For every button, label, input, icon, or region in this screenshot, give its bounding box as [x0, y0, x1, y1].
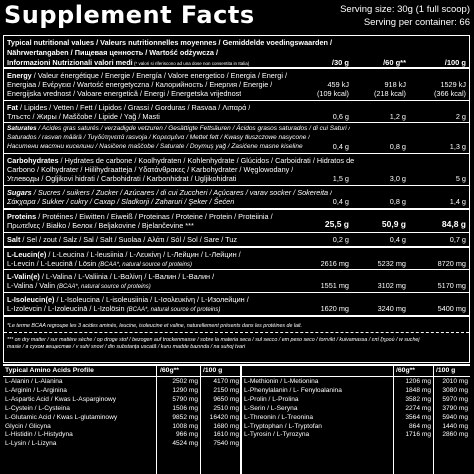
typical-values-line3: Informazioni Nutrizionali valori medi (* valori si riferiscono ad una dose non consentita in Italia): [7, 58, 250, 67]
divider: [4, 292, 469, 293]
proteins-30: 25,5 g: [324, 219, 349, 229]
amino-acid-name: L-Aspartic Acid / Kwas L-Asparginowy: [5, 395, 117, 403]
saturates-30: 0,4 g: [332, 142, 349, 151]
saturates-line2: Saturados / rasvan määrä / Τυγδύτηνειτά rasvoja / Κορεσμένα / Μettet fett / Kwasy tłuszczowe nasycone /: [7, 134, 310, 141]
col-30g: /30 g: [331, 58, 349, 67]
fat-100: 2 g: [455, 112, 466, 121]
amino-acid-name: L-Serin / L-Seryna: [244, 404, 298, 412]
amino-acid-per-60g: 9852 mg: [172, 413, 198, 421]
amino-acid-per-60g: 2502 mg: [172, 378, 198, 385]
energy-60-kcal: (218 kcal): [373, 89, 406, 98]
amino-right-col-60: /60g**: [396, 367, 415, 374]
proteins-60: 50,9 g: [381, 219, 406, 229]
divider: [240, 366, 242, 474]
amino-acid-per-60g: 1206 mg: [405, 378, 431, 385]
amino-acid-name: L-Tyrosin / L-Tyrozyna: [244, 431, 310, 439]
fat-line1: Fat / Lipides / Vetten / Fett / Lipidos / Grassi / Gorduras / Rasvaa / Λιπαρά /: [7, 103, 251, 112]
amino-left-col-100: /100 g: [203, 367, 223, 374]
leucine-100: 8720 mg: [437, 259, 466, 268]
amino-acid-per-60g: 5790 mg: [172, 395, 198, 403]
energy-100-kj: 1529 kJ: [440, 80, 466, 89]
footnote-dry-matter-2: masie / в сухом веществе / v suhi snovi / din substanța uscată / kuru madde bazında / na suhoj tvari: [7, 344, 246, 350]
amino-acid-per-100g: 9650 mg: [213, 395, 239, 403]
footnote-dry-matter-1: *** on dry matter / sur matière sèche / op droge stof / bezogen auf trockenmasse / sobre la materia seca / sul secco / em peso seco / torrvikt / kuivamassa / επί ξηρού / w suchej: [7, 337, 420, 343]
amino-acid-profile: [3, 364, 470, 474]
isoleucine-60: 3240 mg: [377, 304, 406, 313]
amino-acid-per-60g: 1008 mg: [172, 422, 198, 430]
valine-line1: L-Valin(e) / L-Valina / L-Valiinia / L-Βαλίνη / L-Валин / L-Валин /: [7, 272, 215, 281]
sugars-100: 1,4 g: [449, 197, 466, 206]
proteins-100: 84,8 g: [441, 219, 466, 229]
amino-acid-per-100g: 1680 mg: [213, 422, 239, 430]
page-title: Supplement Facts: [4, 1, 255, 29]
amino-acid-per-100g: 1440 mg: [442, 422, 468, 430]
footnote-bcaa: *Le terme BCAA regroupe les 3 acides aminés, leucine, isoleucine et valine, naturellement présents dans les protéines de lait.: [7, 323, 303, 329]
amino-acid-name: L-Threonin / L-Treonina: [244, 413, 314, 421]
salt-30: 0,2 g: [332, 235, 349, 244]
amino-acid-per-100g: 2510 mg: [213, 404, 239, 412]
amino-acid-per-60g: 1290 mg: [172, 386, 198, 394]
energy-line3: Energijska vrednost / Valoare energetică / Energi / Energetska vrijednost: [7, 89, 242, 98]
energy-100-kcal: (366 kcal): [433, 89, 466, 98]
fat-line2: Тлъстс / Жиры / Maščobe / Lipide / Yağ / Masti: [7, 112, 160, 121]
typical-values-line2: Nährwertangaben / Пищевая ценность / Wartość odżywcza /: [7, 48, 218, 57]
carbs-line1: Carbohydrates / Hydrates de carbone / Koolhydraten / Kohlenhydrate / Glúcidos / Carboidrati / Hidratos de: [7, 156, 355, 165]
amino-acid-name: L-Lysin / L-Lizyna: [5, 440, 57, 448]
divider: [4, 67, 469, 69]
amino-acid-per-100g: 3080 mg: [442, 386, 468, 394]
amino-acid-per-100g: 3790 mg: [442, 404, 468, 412]
leucine-30: 2616 mg: [320, 259, 349, 268]
divider: [4, 269, 469, 270]
amino-acid-per-60g: 3564 mg: [405, 413, 431, 421]
valine-100: 5170 mg: [437, 281, 466, 290]
servings-per-container: Serving per container: 66: [363, 17, 470, 28]
amino-acid-per-100g: 5940 mg: [442, 413, 468, 421]
typical-values-line1: Typical nutritional values / Valeurs nutritionnelles moyennes / Gemiddelde voedingswaarden /: [7, 38, 333, 47]
saturates-100: 1,3 g: [449, 142, 466, 151]
amino-acid-per-100g: 2010 mg: [442, 378, 468, 385]
amino-acid-name: Glycin / Glicyna: [5, 422, 51, 430]
divider: [4, 232, 469, 233]
isoleucine-line1: L-Isoleucin(e) / L-Isoleucina / L-isoleusiinia / L-Ισολευκίνη / L-Изолейцин /: [7, 295, 249, 304]
isoleucine-line2: L-Izolevcin / L-Izoleucinā / L-Izolösin (BCAA*, natural source of proteins): [7, 304, 221, 313]
proteins-line1: Proteins / Protéines / Eiwitten / Eiweiß / Proteinas / Proteine / Protein / Proteiinia /: [7, 212, 273, 221]
energy-30-kcal: (109 kcal): [316, 89, 349, 98]
fat-30: 0,6 g: [332, 112, 349, 121]
carbs-100: 5 g: [455, 174, 466, 183]
amino-acid-name: L-Prolin / L-Prolina: [244, 395, 299, 403]
amino-acid-per-60g: 864 mg: [409, 422, 431, 430]
amino-acid-per-100g: 1610 mg: [213, 431, 239, 439]
valine-60: 3102 mg: [377, 281, 406, 290]
amino-acid-per-100g: 5970 mg: [442, 395, 468, 403]
divider: [4, 332, 469, 333]
amino-left-col-60: /60g**: [160, 367, 179, 374]
salt-line1: Salt / Sel / zout / Salz / Sal / Salt / Suolaa / Αλάτι / Sól / Sol / Sare / Tuz: [7, 235, 238, 244]
leucine-line2: L-Levcin / L-Leucinā / Lösin (BCAA*, natural source of proteins): [7, 259, 192, 268]
amino-acid-per-60g: 966 mg: [176, 431, 198, 439]
amino-acid-name: L-Cystein / L-Cysteina: [5, 404, 70, 412]
carbs-60: 3,0 g: [389, 174, 406, 183]
divider: [4, 185, 469, 186]
amino-acid-per-60g: 1506 mg: [172, 404, 198, 412]
proteins-line2: Πρωτεΐνες / Białko / Белок / Beljakovine / Bjelančevine ***: [7, 221, 194, 230]
col-60g: /60 g**: [383, 58, 406, 67]
salt-60: 0,4 g: [389, 235, 406, 244]
leucine-line1: L-Leucin(e) / L-Leucina / L-leusiinia / L-Λευκίνη / L-Лейцин / L-Лейцин /: [7, 250, 241, 259]
carbs-line3: Углеводы / Ogljikovi hidrati / Carbohidrati / Karbonhidrat / Ugljikohidrati: [7, 174, 237, 183]
valine-30: 1551 mg: [320, 281, 349, 290]
col-100g: /100 g: [444, 58, 466, 67]
saturates-60: 0,8 g: [389, 142, 406, 151]
divider: [4, 100, 469, 101]
energy-line1: Energy / Valeur énergétique / Energie / Energía / Valore energetico / Energia / Energi /: [7, 71, 288, 80]
divider: [433, 366, 434, 474]
salt-100: 0,7 g: [449, 235, 466, 244]
sugars-60: 0,8 g: [389, 197, 406, 206]
amino-acid-name: L-Alanin / L-Alanina: [5, 378, 63, 385]
divider: [200, 366, 201, 474]
leucine-60: 5232 mg: [377, 259, 406, 268]
amino-acid-name: L-Tryptophan / L-Tryptofan: [244, 422, 322, 430]
sugars-30: 0,4 g: [332, 197, 349, 206]
sugars-line1: Sugars / Sucres / suikers / Zucker / Azúcares / di cui Zuccheri / Açúcares / varav socker / Sokereita /: [7, 188, 333, 197]
carbs-line2: Carbono / Kolhydrater / Hiilihydraatteja / Υδατάνθρακες / Karbohydrater / Węglowodany /: [7, 165, 294, 174]
divider: [4, 315, 469, 317]
divider: [4, 208, 469, 210]
amino-title: Typical Amino Acids Profile: [5, 367, 94, 374]
header: [4, 0, 470, 34]
divider: [393, 366, 394, 474]
divider: [156, 366, 157, 474]
fat-60: 1,2 g: [389, 112, 406, 121]
amino-acid-name: L-Methionin / L-Metionina: [244, 378, 319, 385]
sugars-line2: Σάκχαρα / Sukker / cukry / Сахар / Sladkorji / Zaharuri / Şeker / Šećeri: [7, 197, 235, 206]
saturates-line1: Saturates / Acides gras saturés / verzadigde vetzuren / Gesättigte Fettsäuren / Ácidos grasos saturados / di cui Saturi /: [7, 125, 351, 132]
divider: [3, 376, 470, 377]
amino-acid-per-60g: 1848 mg: [405, 386, 431, 394]
amino-acid-per-60g: 3582 mg: [405, 395, 431, 403]
amino-acid-per-60g: 2274 mg: [405, 404, 431, 412]
amino-right-col-100: /100 g: [436, 367, 456, 374]
valine-line2: L-Valina / Valin (BCAA*, natural source of proteins): [7, 281, 151, 290]
amino-acid-per-100g: 2860 mg: [442, 431, 468, 439]
amino-acid-name: L-Arginin / L-Arginina: [5, 386, 67, 394]
amino-acid-per-100g: 7540 mg: [213, 440, 239, 448]
amino-acid-per-100g: 4170 mg: [213, 378, 239, 385]
amino-acid-per-60g: 4524 mg: [172, 440, 198, 448]
carbs-30: 1,5 g: [332, 174, 349, 183]
amino-acid-name: L-Phenylalanin / L- Fenyloalanina: [244, 386, 342, 394]
divider: [4, 246, 469, 248]
amino-acid-per-60g: 1716 mg: [405, 431, 431, 439]
serving-size: Serving size: 30g (1 full scoop): [340, 4, 470, 15]
isoleucine-30: 1620 mg: [320, 304, 349, 313]
nutrition-table: [3, 35, 470, 363]
amino-acid-per-100g: 2150 mg: [213, 386, 239, 394]
amino-acid-per-100g: 16420 mg: [209, 413, 239, 421]
energy-line2: Energiaa / Ενέργεια / Wartość energetyczna / Калорийность / Енергия / Energie /: [7, 80, 273, 89]
amino-acid-name: L-Glutamic Acid / Kwas L-glutaminowy: [5, 413, 118, 421]
divider: [4, 153, 469, 154]
divider: [4, 122, 469, 123]
energy-30-kj: 459 kJ: [327, 80, 349, 89]
isoleucine-100: 5400 mg: [437, 304, 466, 313]
saturates-line3: Наситени мастни киселини / Nasičene maščobe / Saturate / Doymuş yağ / Zasićene masne kiseline: [7, 143, 303, 150]
amino-acid-name: L-Histidin / L-Histydyna: [5, 431, 73, 439]
energy-60-kj: 918 kJ: [384, 80, 406, 89]
